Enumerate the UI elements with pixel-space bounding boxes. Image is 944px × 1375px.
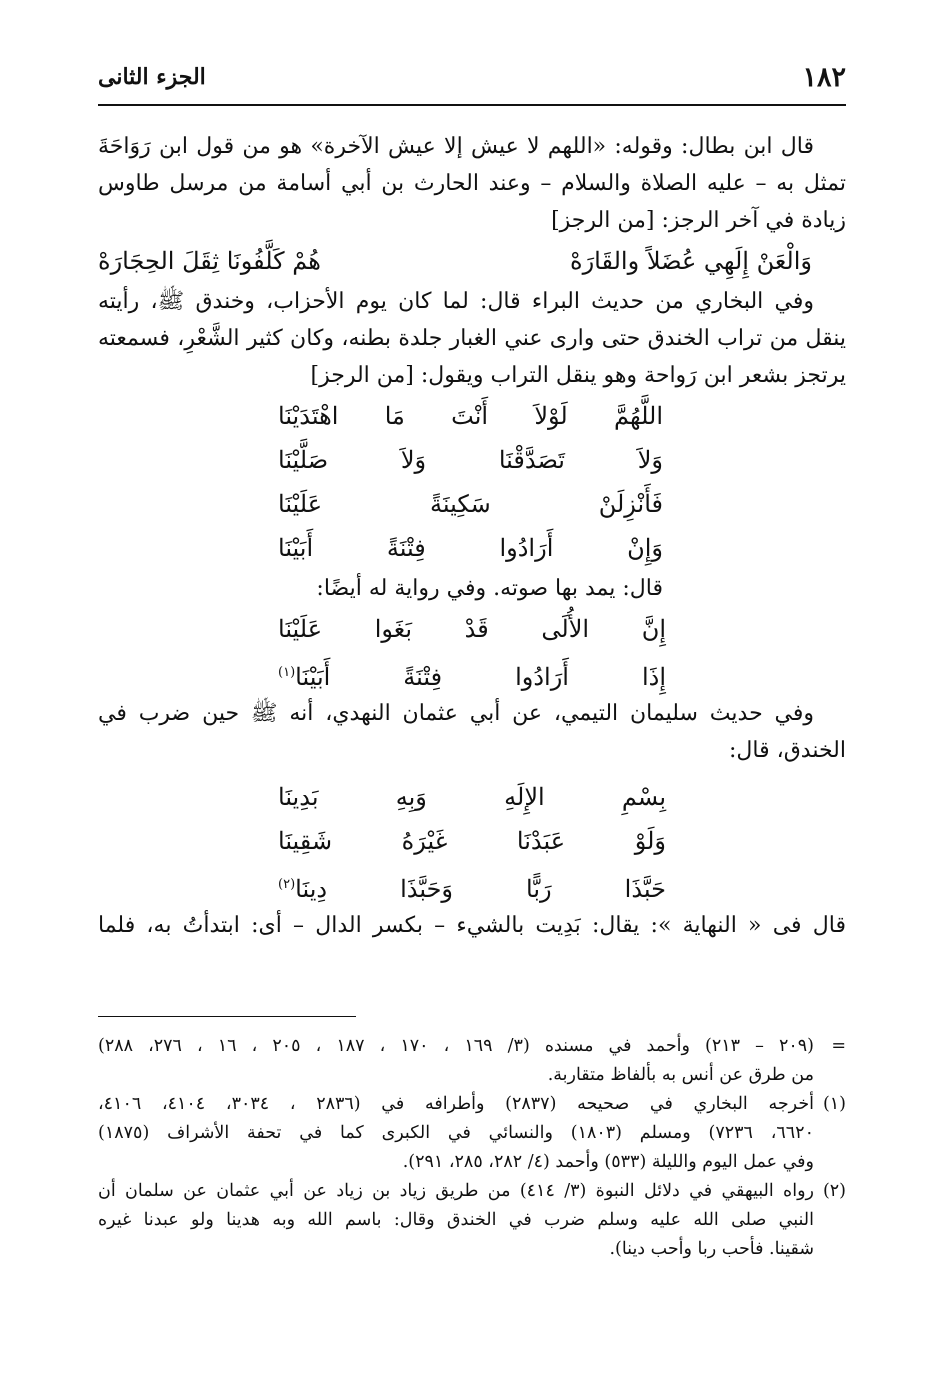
- paragraph-line: قال ابن بطال: وقوله: «اللهم لا عيش إلا عيش الآخرة» هو من قول ابن رَوَاحَةَ: [98, 134, 814, 159]
- verse-line: وَلَوْ عَبَدْنَا غَيْرَهُ شَقِينَا: [278, 827, 666, 855]
- verse-line-with-footnote: [278, 651, 666, 695]
- page-number: ١٨٢: [802, 62, 846, 93]
- paragraph-line: قال فى « النهاية »: يقال: بَدِيت بالشيء – بكسر الدال – أى: ابتدأتُ به، فلما: [98, 913, 846, 938]
- footnote-ref: (٢): [278, 877, 296, 892]
- footnote-separator: [98, 1016, 356, 1017]
- footnote-marker: (١): [822, 1094, 846, 1114]
- footnote-line: أخرجه البخاري في صحيحه (٢٨٣٧) وأطرافه في (٢٨٣٦ ، ٣٠٣٤، ٤١٠٤، ٤١٠٦،: [98, 1094, 814, 1114]
- verse-text: حَبَّذَا رَبًّا وَحَبَّذَا دِينَا: [295, 875, 666, 903]
- poem-verse-block: [278, 607, 666, 695]
- footnote-line: ٦٦٢٠، ٧٢٣٦) ومسلم (١٨٠٣) والنسائي في الكبرى كما في تحفة الأشراف (١٨٧٥): [98, 1123, 814, 1143]
- footnote-line: شقينا. فأحب ربا وأحب دينا).: [609, 1239, 814, 1259]
- verse-line-with-footnote: [278, 863, 666, 907]
- footnote: [98, 1032, 846, 1090]
- paragraph-line: وفي حديث سليمان التيمي، عن أبي عثمان النهدي، أنه ﷺ حين ضرب في: [98, 701, 814, 726]
- paragraph-line: الخندق، قال:: [729, 738, 846, 763]
- footnote-ref: (١): [278, 665, 296, 680]
- paragraph-line: تمثل به – عليه الصلاة والسلام – وعند الحارث بن أبي أسامة من مرسل طاوس: [98, 171, 847, 196]
- narration-line: قال: يمد بها صوته. وفي رواية له أيضًا:: [316, 576, 663, 601]
- verse-text: إِذَا أَرَادُوا فِتْنَةً أَبَيْنَا: [295, 663, 666, 691]
- poem-verse-block: [278, 775, 666, 907]
- verse-line: وَإِنْ أَرَادُوا فِتْنَةً أَبَيْنَا: [278, 534, 663, 562]
- paragraph-line: زيادة في آخر الرجز: [من الرجز]: [551, 208, 846, 233]
- verse-line: بِسْمِ الإِلَهِ وَبِهِ بَدِينَا: [278, 783, 666, 811]
- couplet-first-hemistich: وَالْعَنْ إِلَهِي عُضَلاً والقَارَهْ: [570, 247, 812, 275]
- footnote-line: وفي عمل اليوم والليلة (٥٣٣) وأحمد (٤/ ٢٨٢، ٢٨٥، ٢٩١).: [402, 1152, 814, 1172]
- footnote-line: من طرق عن أنس به بألفاظ متقاربة.: [547, 1065, 814, 1085]
- poem-verse-block: [278, 394, 663, 570]
- footnote-marker: =: [831, 1036, 846, 1056]
- header-rule: [98, 104, 846, 106]
- page-header: [98, 58, 846, 98]
- paragraph-line: يرتجز بشعر ابن رَواحة وهو ينقل التراب ويقول: [من الرجز]: [310, 363, 846, 388]
- running-title: الجزء الثانى: [98, 64, 206, 90]
- footnote-line: النبي صلى الله عليه وسلم ضرب في الخندق وقال: باسم الله وبه هدينا ولو عبدنا غيره: [98, 1210, 814, 1230]
- main-text: [98, 128, 846, 944]
- footnote-marker: (٢): [822, 1181, 846, 1201]
- verse-line: فَأَنْزِلَنْ سَكِينَةً عَلَيْنَا: [278, 490, 663, 518]
- couplet-second-hemistich: هُمْ كَلَّفُونَا ثِقَلَ الحِجَارَهْ: [98, 247, 321, 275]
- footnotes: [98, 1032, 846, 1264]
- verse-line: إِنَّ الأُلَى قَدْ بَغَوا عَلَيْنَا: [278, 615, 666, 643]
- footnote-line: (٢٠٩ – ٢١٣) وأحمد في مسنده (٣/ ١٦٩ ، ١٧٠ ، ١٨٧ ، ٢٠٥ ، ١٦ ، ٢٧٦، ٢٨٨): [98, 1036, 814, 1056]
- paragraph-line: ينقل من تراب الخندق حتى وارى عني الغبار جلدة بطنه، وكان كثير الشَّعْرِ، فسمعته: [98, 326, 846, 351]
- verse-line: وَلاَ تَصَدَّقْنَا وَلاَ صَلَّيْنَا: [278, 446, 663, 474]
- verse-line: اللَّهُمَّ لَوْلاَ أَنْتَ مَا اهْتَدَيْنَا: [278, 402, 663, 430]
- footnote: [98, 1090, 846, 1177]
- poem-couplet: [98, 239, 846, 283]
- footnote: [98, 1177, 846, 1264]
- footnote-line: رواه البيهقي في دلائل النبوة (٣/ ٤١٤) من طريق زياد بن زياد عن أبي عثمان عن سلمان أن: [98, 1181, 814, 1201]
- paragraph-line: وفي البخاري من حديث البراء قال: لما كان يوم الأحزاب، وخندق ﷺ، رأيته: [98, 289, 814, 314]
